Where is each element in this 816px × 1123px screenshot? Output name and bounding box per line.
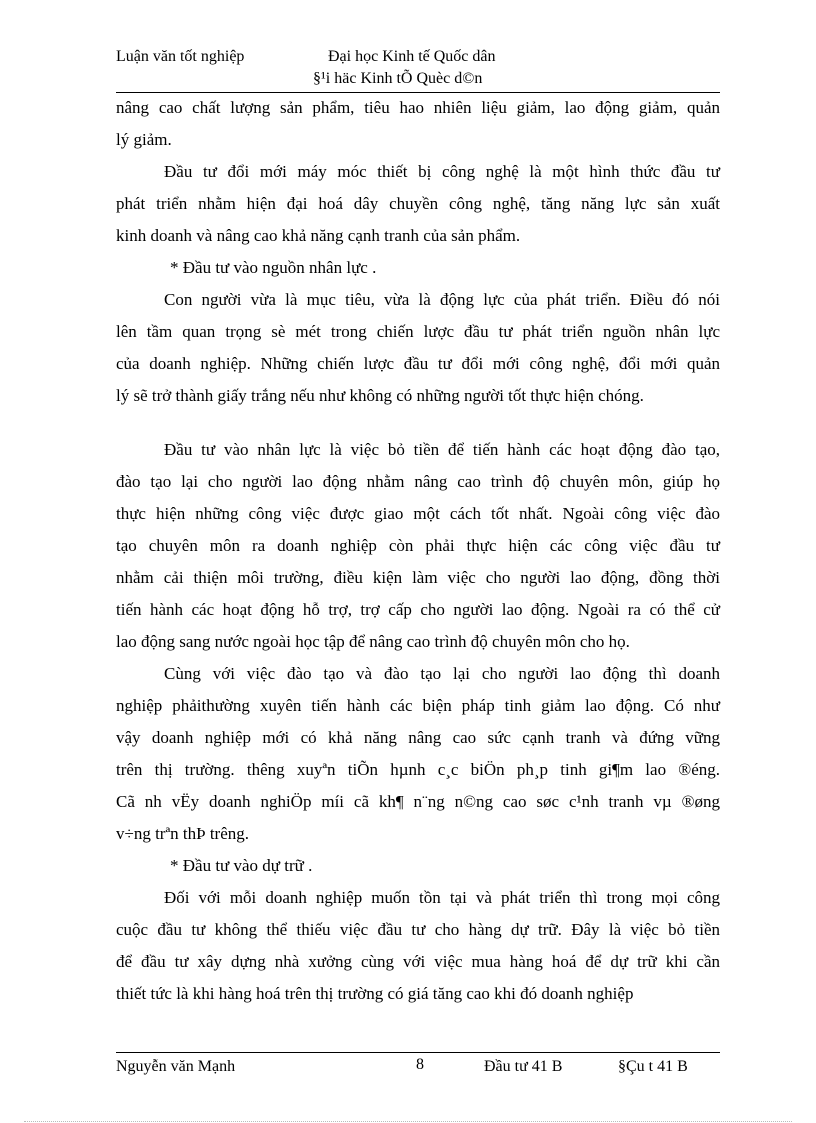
section-heading-human-resources: * Đầu tư vào nguồn nhân lực . (170, 258, 377, 277)
text-line: lý sẽ trở thành giấy trắng nếu như không có những người tốt thực hiện chóng. (116, 386, 644, 405)
footer-author: Nguyễn văn Mạnh (116, 1058, 236, 1075)
text-line: Đầu tư đổi mới máy móc thiết bị công nghệ là một hình thức đầu tư (164, 162, 720, 181)
text-line: cuộc đầu tư không thể thiếu việc đầu tư cho hàng dự trữ. Đây là việc bỏ tiền (116, 920, 720, 939)
page-number: 8 (416, 1056, 424, 1073)
text-line: trên thị trường. thêng xuyªn tiÕn hµnh c¸c biÖn ph¸p tinh gi¶m lao ®éng. (116, 760, 720, 779)
text-line: kinh doanh và nâng cao khả năng cạnh tranh của sản phẩm. (116, 226, 521, 245)
text-line: tạo chuyên môn ra doanh nghiệp còn phải thực hiện các công việc đầu tư (116, 536, 720, 555)
paragraph-gap (116, 412, 720, 434)
body-text (116, 92, 720, 1010)
header-left-title: Luận văn tốt nghiệp (116, 48, 245, 65)
text-line: tiến hành các hoạt động hỗ trợ, trợ cấp cho người lao động. Ngoài ra có thể cử (116, 600, 720, 619)
text-line: đào tạo lại cho người lao động nhằm nâng cao trình độ chuyên môn, giúp họ (116, 472, 720, 491)
text-line: phát triển nhằm hiện đại hoá dây chuyền công nghệ, tăng năng lực sản xuất (116, 194, 720, 213)
footer-class: Đầu tư 41 B (484, 1058, 563, 1075)
footer-class-garbled: §Çu t 41 B (618, 1058, 688, 1075)
text-line: Cã nh vËy doanh nghiÖp míi cã kh¶ n¨ng n©ng cao søc c¹nh tranh vµ ®øng (116, 792, 720, 811)
text-line: v÷ng trªn thÞ trêng. (116, 824, 250, 843)
text-line: để đầu tư xây dựng nhà xưởng cùng với việc mua hàng hoá để dự trữ khi cần (116, 952, 720, 971)
text-line: Đầu tư vào nhân lực là việc bỏ tiền để tiến hành các hoạt động đào tạo, (164, 440, 720, 459)
text-line: Con người vừa là mục tiêu, vừa là động lực của phát triển. Điều đó nói (164, 290, 720, 309)
text-line: lao động sang nước ngoài học tập để nâng cao trình độ chuyên môn cho họ. (116, 632, 630, 651)
footer-rule (116, 1052, 720, 1053)
page-edge (24, 1121, 792, 1122)
text-line: lên tầm quan trọng sè mét trong chiến lược đầu tư phát triển nguồn nhân lực (116, 322, 720, 341)
text-line: lý giảm. (116, 130, 172, 149)
header-garbled-title: §¹i häc Kinh tÕ Quèc d©n (313, 70, 483, 87)
section-heading-reserves: * Đầu tư vào dự trữ . (170, 856, 313, 875)
text-line: nghiệp phảithường xuyên tiến hành các biện pháp tinh giảm lao động. Có như (116, 696, 720, 715)
text-line: của doanh nghiệp. Những chiến lược đầu tư đổi mới công nghệ, đổi mới quản (116, 354, 720, 373)
text-line: vậy doanh nghiệp mới có khả năng nâng cao sức cạnh tranh và đứng vững (116, 728, 720, 747)
text-line: Cùng với việc đào tạo và đào tạo lại cho người lao động thì doanh (164, 664, 720, 683)
text-line: Đối với mỗi doanh nghiệp muốn tồn tại và phát triển thì trong mọi công (164, 888, 720, 907)
text-line: nâng cao chất lượng sản phẩm, tiêu hao nhiên liệu giảm, lao động giảm, quản (116, 98, 720, 117)
text-line: thực hiện những công việc được giao một cách tốt nhất. Ngoài công việc đào (116, 504, 720, 523)
text-line: nhằm cải thiện môi trường, điều kiện làm việc cho người lao động, đồng thời (116, 568, 720, 587)
header-right-title: Đại học Kinh tế Quốc dân (328, 48, 496, 65)
text-line: thiết tức là khi hàng hoá trên thị trường có giá tăng cao khi đó doanh nghiệp (116, 984, 634, 1003)
